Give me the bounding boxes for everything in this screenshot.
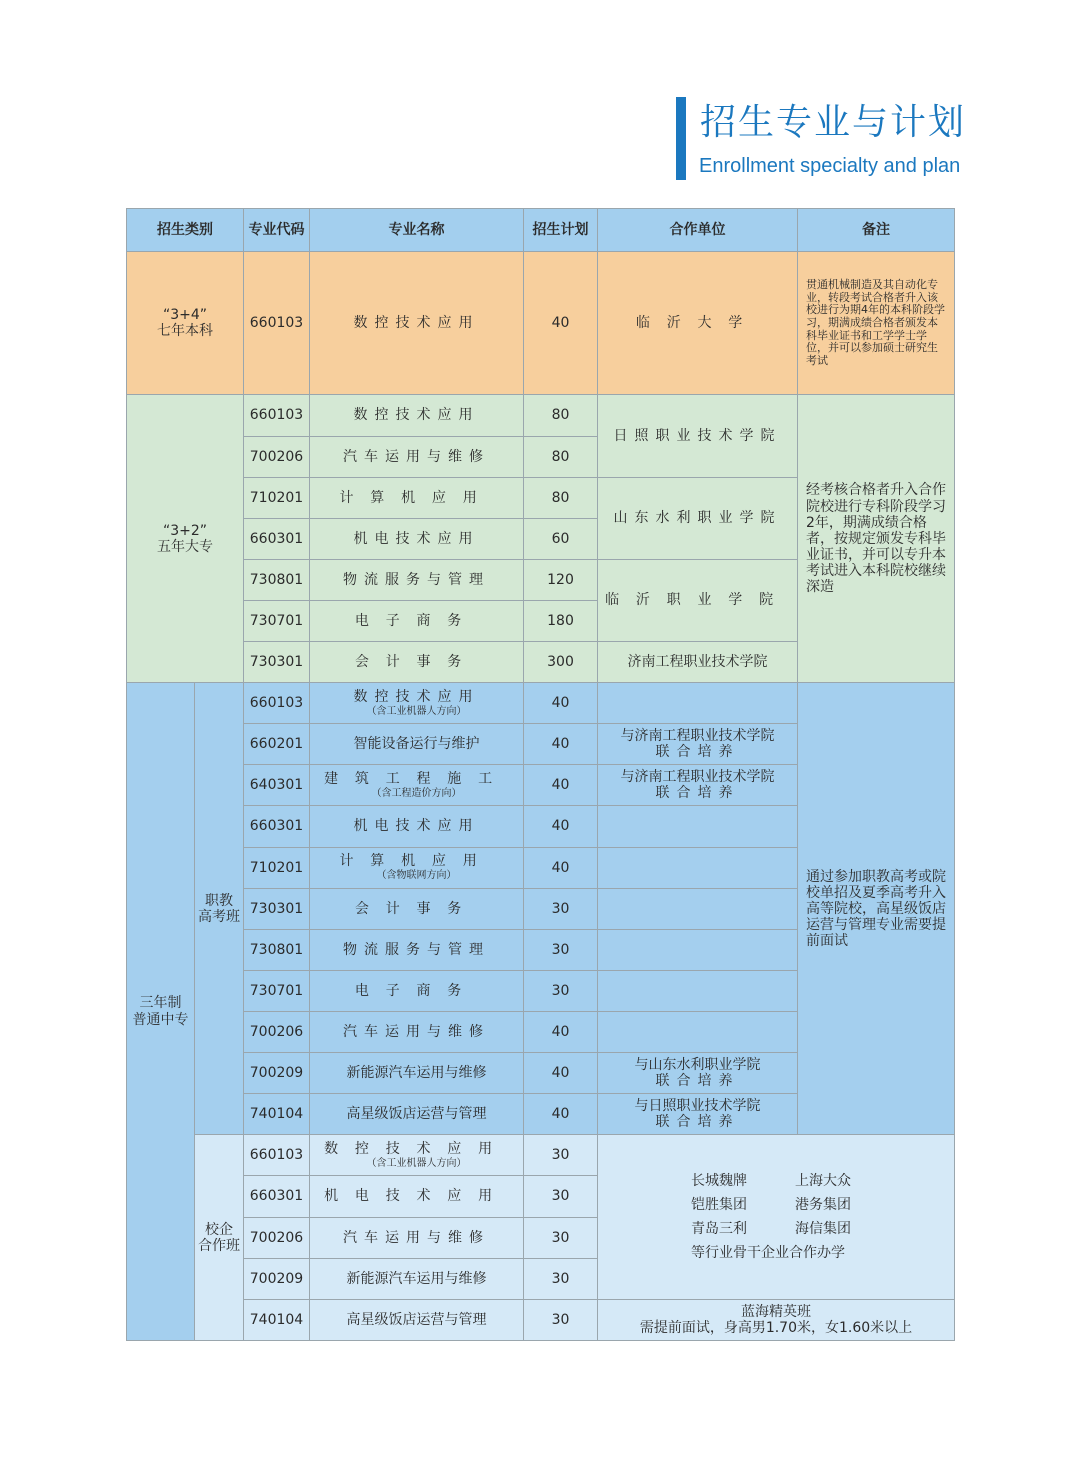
title-accent-bar xyxy=(676,97,686,180)
name-cell xyxy=(310,683,524,724)
plan-cell: 30 xyxy=(524,929,598,970)
category-line: 五年大专 xyxy=(157,538,213,555)
name-text: 建筑工程施工 xyxy=(324,771,509,788)
code-cell: 730701 xyxy=(244,600,310,641)
name-cell: 汽车运用与维修 xyxy=(310,1217,524,1258)
category-line: “3+2” xyxy=(162,522,208,539)
partner-line: 联合培养 xyxy=(655,744,740,761)
plan-cell: 30 xyxy=(524,1299,598,1340)
name-text: 计算机应用 xyxy=(339,853,494,870)
name-cell: 计算机应用 xyxy=(310,477,524,518)
code-cell: 660103 xyxy=(244,252,310,395)
coop-partners-list xyxy=(691,1173,861,1261)
plan-cell: 40 xyxy=(524,683,598,724)
partner-cell xyxy=(598,765,798,806)
code-cell: 660301 xyxy=(244,1176,310,1217)
code-cell: 660301 xyxy=(244,518,310,559)
code-cell: 730701 xyxy=(244,970,310,1011)
name-cell xyxy=(310,847,524,888)
code-cell: 730301 xyxy=(244,642,310,683)
header-plan: 招生计划 xyxy=(524,209,598,252)
category-line: 三年制 xyxy=(139,995,182,1012)
partner-cell xyxy=(598,724,798,765)
code-cell: 740104 xyxy=(244,1094,310,1135)
plan-cell: 40 xyxy=(524,1053,598,1094)
elite-note: 需提前面试，身高男1.70米，女1.60米以上 xyxy=(639,1319,913,1336)
plan-cell: 80 xyxy=(524,436,598,477)
code-cell: 730801 xyxy=(244,559,310,600)
name-sub: （含物联网方向） xyxy=(376,870,457,882)
plan-cell: 30 xyxy=(524,970,598,1011)
table-row xyxy=(127,1299,955,1340)
partner-cell xyxy=(598,1012,798,1053)
code-cell: 660103 xyxy=(244,683,310,724)
plan-cell: 40 xyxy=(524,1012,598,1053)
elite-class-cell xyxy=(598,1299,955,1340)
plan-cell: 60 xyxy=(524,518,598,559)
header-code: 专业代码 xyxy=(244,209,310,252)
name-cell: 机电技术应用 xyxy=(310,1176,524,1217)
header-note: 备注 xyxy=(798,209,955,252)
plan-cell: 40 xyxy=(524,1094,598,1135)
name-cell: 汽车运用与维修 xyxy=(310,1012,524,1053)
partners-tail: 等行业骨干企业合作办学 xyxy=(691,1245,845,1262)
subcategory-line: 高考班 xyxy=(198,908,240,925)
partner-name: 上海大众 xyxy=(795,1172,851,1189)
partner-line: 联合培养 xyxy=(655,1114,740,1131)
note-cell: 经考核合格者升入合作院校进行专科阶段学习2年，期满成绩合格者，按规定颁发专科毕业证书，并可以专升本考试进入本科院校继续深造 xyxy=(798,395,955,683)
plan-cell: 80 xyxy=(524,395,598,436)
code-cell: 730801 xyxy=(244,929,310,970)
name-cell: 会计事务 xyxy=(310,642,524,683)
coop-partners-cell xyxy=(598,1135,955,1299)
enrollment-plan-table xyxy=(126,208,955,1341)
name-cell: 数控技术应用 xyxy=(310,252,524,395)
partner-line: 与济南工程职业技术学院 xyxy=(620,728,775,745)
partner-cell xyxy=(598,970,798,1011)
page-subtitle: Enrollment specialty and plan xyxy=(699,155,961,177)
category-line: 普通中专 xyxy=(132,1011,189,1028)
partner-cell: 临沂职业学院 xyxy=(598,559,798,641)
partner-cell: 临沂大学 xyxy=(598,252,798,395)
table-row xyxy=(127,683,955,724)
plan-cell: 120 xyxy=(524,559,598,600)
subcategory-line: 职教 xyxy=(205,892,233,909)
partner-cell xyxy=(598,806,798,847)
note-cell: 通过参加职教高考或院校单招及夏季高考升入高等院校，高星级饭店运营与管理专业需要提前面试 xyxy=(798,683,955,1135)
name-cell: 新能源汽车运用与维修 xyxy=(310,1258,524,1299)
partner-line: 与济南工程职业技术学院 xyxy=(620,769,775,786)
category-cell xyxy=(127,252,244,395)
partner-name: 青岛三利 xyxy=(691,1221,747,1238)
name-sub: （含工业机器人方向） xyxy=(366,706,467,717)
category-line: 七年本科 xyxy=(157,323,213,340)
name-cell: 高星级饭店运营与管理 xyxy=(310,1299,524,1340)
name-cell xyxy=(310,1135,524,1176)
table-row xyxy=(127,1135,955,1176)
plan-cell: 300 xyxy=(524,642,598,683)
name-sub: （含工程造价方向） xyxy=(371,788,462,800)
name-cell: 新能源汽车运用与维修 xyxy=(310,1053,524,1094)
partner-name: 海信集团 xyxy=(795,1221,851,1238)
partner-cell: 济南工程职业技术学院 xyxy=(598,642,798,683)
name-cell: 电子商务 xyxy=(310,970,524,1011)
partner-line: 联合培养 xyxy=(655,785,740,802)
category-cell xyxy=(127,395,244,683)
plan-cell: 40 xyxy=(524,252,598,395)
name-text: 数控技术应用 xyxy=(324,1141,509,1158)
name-cell: 智能设备运行与维护 xyxy=(310,724,524,765)
category-cell xyxy=(127,683,195,1341)
name-cell: 会计事务 xyxy=(310,888,524,929)
elite-title: 蓝海精英班 xyxy=(741,1303,811,1320)
plan-cell: 30 xyxy=(524,888,598,929)
name-sub: （含工业机器人方向） xyxy=(366,1158,467,1170)
note-cell: 贯通机械制造及其自动化专业，转段考试合格者升入该校进行为期4年的本科阶段学习，期满成绩合格者颁发本科毕业证书和工学学士学位，并可以参加硕士研究生考试 xyxy=(798,252,955,395)
code-cell: 700206 xyxy=(244,1217,310,1258)
code-cell: 700206 xyxy=(244,1012,310,1053)
name-text: 数控技术应用 xyxy=(353,688,480,705)
header-name: 专业名称 xyxy=(310,209,524,252)
partner-cell xyxy=(598,929,798,970)
name-cell xyxy=(310,765,524,806)
subcategory-line: 合作班 xyxy=(198,1237,240,1254)
page-title: 招生专业与计划 xyxy=(700,102,967,143)
code-cell: 730301 xyxy=(244,888,310,929)
partner-cell: 日照职业技术学院 xyxy=(598,395,798,477)
plan-cell: 180 xyxy=(524,600,598,641)
code-cell: 710201 xyxy=(244,847,310,888)
name-cell: 物流服务与管理 xyxy=(310,929,524,970)
name-cell: 物流服务与管理 xyxy=(310,559,524,600)
plan-cell: 30 xyxy=(524,1258,598,1299)
partner-cell xyxy=(598,847,798,888)
partner-name: 长城魏牌 xyxy=(691,1172,747,1189)
code-cell: 660103 xyxy=(244,395,310,436)
name-cell: 汽车运用与维修 xyxy=(310,436,524,477)
subcategory-cell xyxy=(195,683,244,1135)
partner-line: 与山东水利职业学院 xyxy=(634,1057,761,1074)
code-cell: 660103 xyxy=(244,1135,310,1176)
partner-line: 与日照职业技术学院 xyxy=(634,1098,761,1115)
partner-cell xyxy=(598,1094,798,1135)
code-cell: 640301 xyxy=(244,765,310,806)
plan-cell: 30 xyxy=(524,1176,598,1217)
name-cell: 机电技术应用 xyxy=(310,518,524,559)
partner-name: 港务集团 xyxy=(795,1196,851,1213)
partner-cell xyxy=(598,1053,798,1094)
code-cell: 700209 xyxy=(244,1258,310,1299)
plan-cell: 40 xyxy=(524,847,598,888)
partner-line: 联合培养 xyxy=(655,1073,740,1090)
plan-cell: 30 xyxy=(524,1217,598,1258)
partner-name: 铠胜集团 xyxy=(691,1196,747,1213)
subcategory-cell xyxy=(195,1135,244,1341)
header-partner: 合作单位 xyxy=(598,209,798,252)
name-cell: 高星级饭店运营与管理 xyxy=(310,1094,524,1135)
code-cell: 740104 xyxy=(244,1299,310,1340)
plan-cell: 40 xyxy=(524,806,598,847)
category-line: “3+4” xyxy=(162,307,208,324)
name-cell: 数控技术应用 xyxy=(310,395,524,436)
plan-cell: 40 xyxy=(524,765,598,806)
plan-cell: 30 xyxy=(524,1135,598,1176)
code-cell: 660301 xyxy=(244,806,310,847)
table-row xyxy=(127,395,955,436)
code-cell: 660201 xyxy=(244,724,310,765)
code-cell: 700206 xyxy=(244,436,310,477)
partner-cell xyxy=(598,888,798,929)
partner-cell xyxy=(598,683,798,724)
name-cell: 机电技术应用 xyxy=(310,806,524,847)
plan-cell: 80 xyxy=(524,477,598,518)
name-cell: 电子商务 xyxy=(310,600,524,641)
header-category: 招生类别 xyxy=(127,209,244,252)
code-cell: 700209 xyxy=(244,1053,310,1094)
partner-cell: 山东水利职业学院 xyxy=(598,477,798,559)
table-row xyxy=(127,252,955,395)
subcategory-line: 校企 xyxy=(205,1221,233,1238)
table-header-row xyxy=(127,209,955,252)
code-cell: 710201 xyxy=(244,477,310,518)
plan-cell: 40 xyxy=(524,724,598,765)
